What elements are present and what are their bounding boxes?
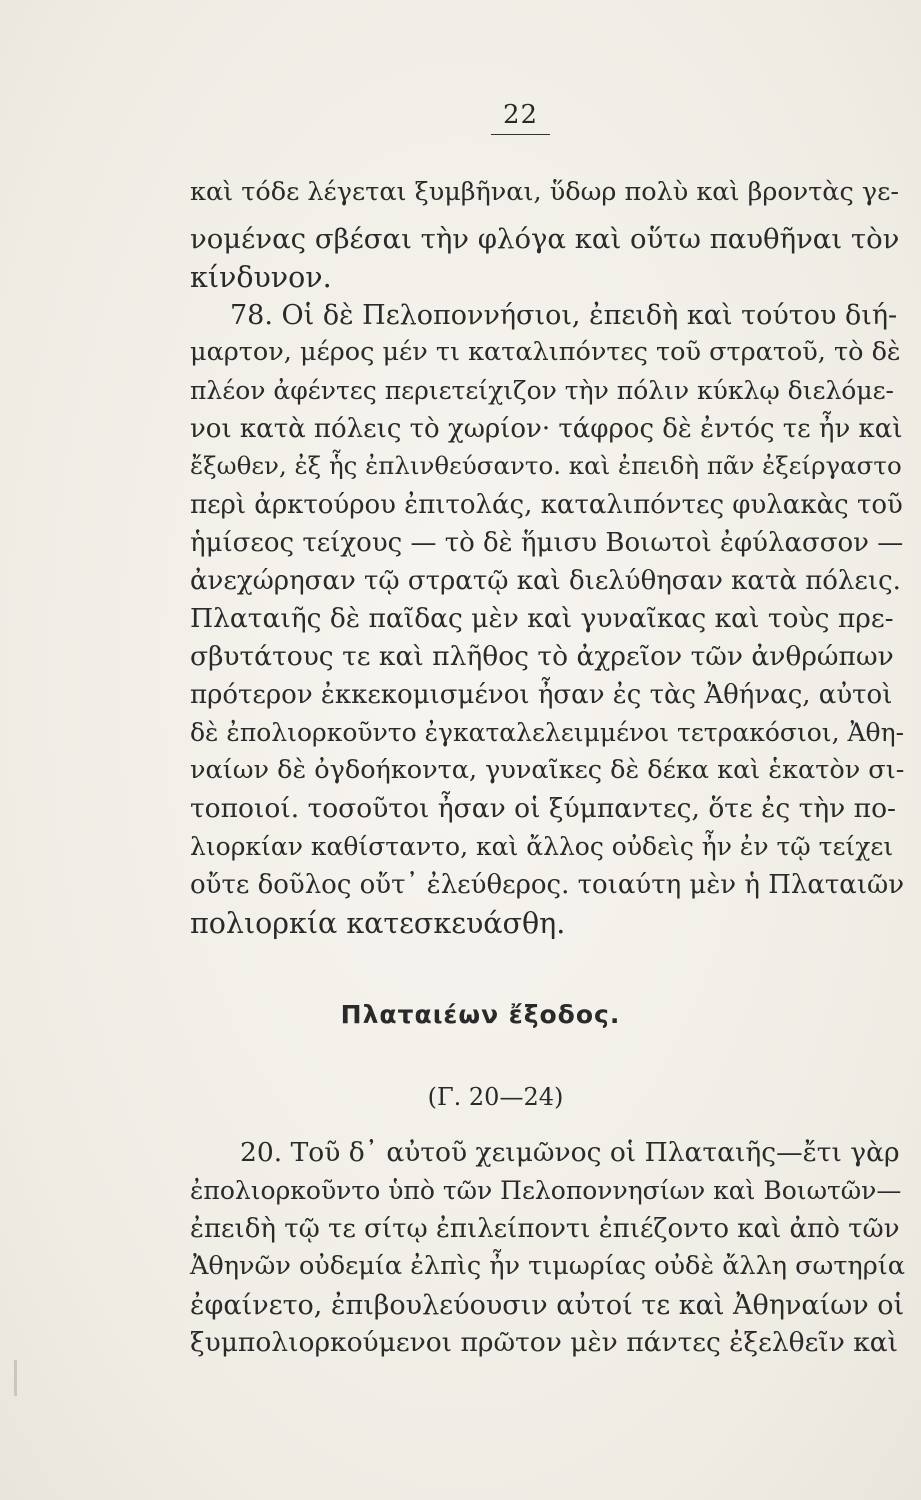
text-line: τοποιοί. τοσοῦτοι ἦσαν οἱ ξύμπαντες, ὅτε ἐς τὴν πο- (190, 793, 897, 824)
text-line: ἡμίσεος τείχους — τὸ δὲ ἥμισυ Βοιωτοὶ ἐφύλασσον — (190, 528, 904, 558)
text-line: νομένας σβέσαι τὴν φλόγα καὶ οὕτω παυθῆναι τὸν (190, 223, 900, 255)
section-reference (0, 1083, 921, 1111)
section-reference-text: (Γ. 20—24) (427, 1083, 564, 1111)
text-line: ναίων δὲ ὀγδοήκοντα, γυναῖκες δὲ δέκα καὶ ἑκατὸν σι- (190, 755, 905, 785)
binding-mark (14, 1360, 17, 1396)
text-line: Ἀθηνῶν οὐδεμία ἐλπὶς ἦν τιμωρίας οὐδὲ ἄλλη σωτηρία (190, 1251, 905, 1281)
text-line: 20. Τοῦ δ᾽ αὐτοῦ χειμῶνος οἱ Πλαταιῆς—ἔτι γὰρ (240, 1137, 900, 1168)
section-heading (0, 1000, 921, 1029)
text-line: πολιορκία κατεσκευάσθη. (190, 907, 566, 940)
text-line: πρότερον ἐκκεκομισμένοι ἦσαν ἐς τὰς Ἀθήνας, αὐτοὶ (190, 680, 893, 710)
page-number-text: 22 (491, 100, 550, 135)
section-heading-text: Πλαταιέων ἔξοδος. (340, 1000, 621, 1029)
text-line: Πλαταιῆς δὲ παῖδας μὲν καὶ γυναῖκας καὶ τοὺς πρε- (190, 603, 894, 634)
text-line: σβυτάτους τε καὶ πλῆθος τὸ ἀχρεῖον τῶν ἀνθρώπων (190, 641, 894, 672)
text-line: ἐφαίνετο, ἐπιβουλεύουσιν αὐτοί τε καὶ Ἀθηναίων οἱ (190, 1290, 905, 1321)
text-line: κίνδυνον. (190, 261, 332, 294)
text-line: νοι κατὰ πόλεις τὸ χωρίον· τάφρος δὲ ἐντός τε ἦν καὶ (190, 414, 903, 444)
text-line: ἐπειδὴ τῷ τε σίτῳ ἐπιλείποντι ἐπιέζοντο καὶ ἀπὸ τῶν (190, 1214, 900, 1244)
text-line: ἐπολιορκοῦντο ὑπὸ τῶν Πελοποννησίων καὶ Βοιωτῶν— (190, 1176, 902, 1205)
text-line: καὶ τόδε λέγεται ξυμβῆναι, ὕδωρ πολὺ καὶ βροντὰς γε- (190, 177, 899, 207)
text-line: ξυμπολιορκούμενοι πρῶτον μὲν πάντες ἐξελθεῖν καὶ (190, 1327, 899, 1358)
text-line: δὲ ἐπολιορκοῦντο ἐγκαταλελειμμένοι τετρακόσιοι, Ἀθη- (190, 718, 905, 747)
text-line: ἔξωθεν, ἐξ ἧς ἐπλινθεύσαντο. καὶ ἐπειδὴ πᾶν ἐξείργαστο (190, 451, 902, 480)
text-line: πλέον ἀφέντες περιετείχιζον τὴν πόλιν κύκλῳ διελόμε- (190, 376, 895, 405)
page-number (0, 100, 921, 135)
text-line: 78. Οἱ δὲ Πελοποννήσιοι, ἐπειδὴ καὶ τούτου διή- (230, 300, 898, 331)
text-line: οὔτε δοῦλος οὔτ᾽ ἐλεύθερος. τοιαύτη μὲν ἡ Πλαταιῶν (190, 870, 905, 900)
text-line: περὶ ἀρκτούρου ἐπιτολάς, καταλιπόντες φυλακὰς τοῦ (190, 490, 903, 520)
text-line: λιορκίαν καθίσταντο, καὶ ἄλλος οὐδεὶς ἦν ἐν τῷ τείχει (190, 832, 894, 861)
text-line: ἀνεχώρησαν τῷ στρατῷ καὶ διελύθησαν κατὰ πόλεις. (190, 566, 901, 596)
text-line: μαρτον, μέρος μέν τι καταλιπόντες τοῦ στρατοῦ, τὸ δὲ (190, 337, 901, 367)
